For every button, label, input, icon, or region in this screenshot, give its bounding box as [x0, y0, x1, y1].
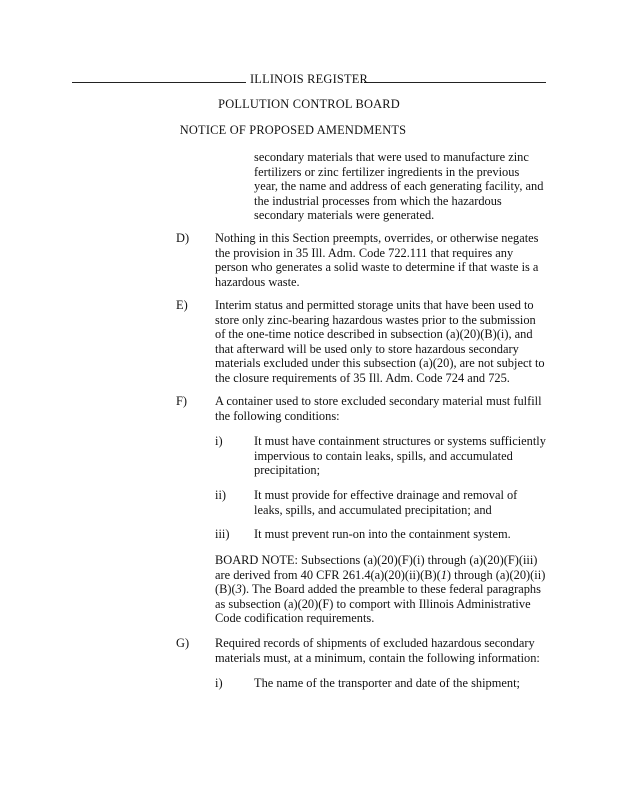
continuation-paragraph: secondary materials that were used to manufacture zinc fertilizers or zinc fertilizer ingredients in the previous year, the name and address of each generating facility, and the industrial processes from which the hazardous secondary materials were generated.	[254, 150, 544, 223]
item-f-text: A container used to store excluded secondary material must fulfill the following conditions:	[215, 394, 542, 423]
notice-title: NOTICE OF PROPOSED AMENDMENTS	[179, 123, 407, 137]
item-d-text: Nothing in this Section preempts, overrides, or otherwise negates the provision in 35 Ill. Adm. Code 722.111 that requires any person who generates a solid waste to determine if that waste is a hazardous waste.	[215, 231, 539, 289]
item-f-i-text: It must have containment structures or systems sufficiently impervious to contain leaks, spills, and accumulated precipitation;	[254, 434, 546, 478]
item-f-iii-label: iii)	[215, 527, 230, 541]
item-f-label: F)	[176, 394, 188, 408]
item-f-ii-label: ii)	[215, 488, 227, 502]
item-g-i-label: i)	[215, 676, 223, 690]
item-g-i-text: The name of the transporter and date of the shipment;	[254, 676, 520, 690]
board-title: POLLUTION CONTROL BOARD	[218, 97, 400, 111]
item-g-text: Required records of shipments of excluded hazardous secondary materials must, at a minimum, contain the following information:	[215, 636, 540, 665]
item-f-iii-text: It must prevent run-on into the containment system.	[254, 527, 511, 541]
item-e-text: Interim status and permitted storage units that have been used to store only zinc-bearing hazardous wastes prior to the submission of the one-time notice described in subsection (a)(20)(B)(i), and that afterward will be used only to store hazardous secondary materials excluded under this subsection (a)(20), are not subject to the closure requirements of 35 Ill. Adm. Code 724 and 725.	[215, 298, 545, 385]
item-e-label: E)	[176, 298, 188, 312]
item-g-label: G)	[176, 636, 190, 650]
register-title: ILLINOIS REGISTER	[249, 72, 368, 86]
item-d-label: D)	[176, 231, 190, 245]
board-note: BOARD NOTE: Subsections (a)(20)(F)(i) through (a)(20)(F)(iii) are derived from 40 CFR 261.4(a)(20)(ii)(B)(1) through (a)(20)(ii)(B)(3). The Board added the preamble to these federal paragraphs as subsection (a)(20)(F) to comport with Illinois Administrative Code codification requirements.	[215, 553, 546, 626]
item-f-i-label: i)	[215, 434, 223, 448]
item-f-ii-text: It must provide for effective drainage and removal of leaks, spills, and accumulated precipitation; and	[254, 488, 518, 517]
